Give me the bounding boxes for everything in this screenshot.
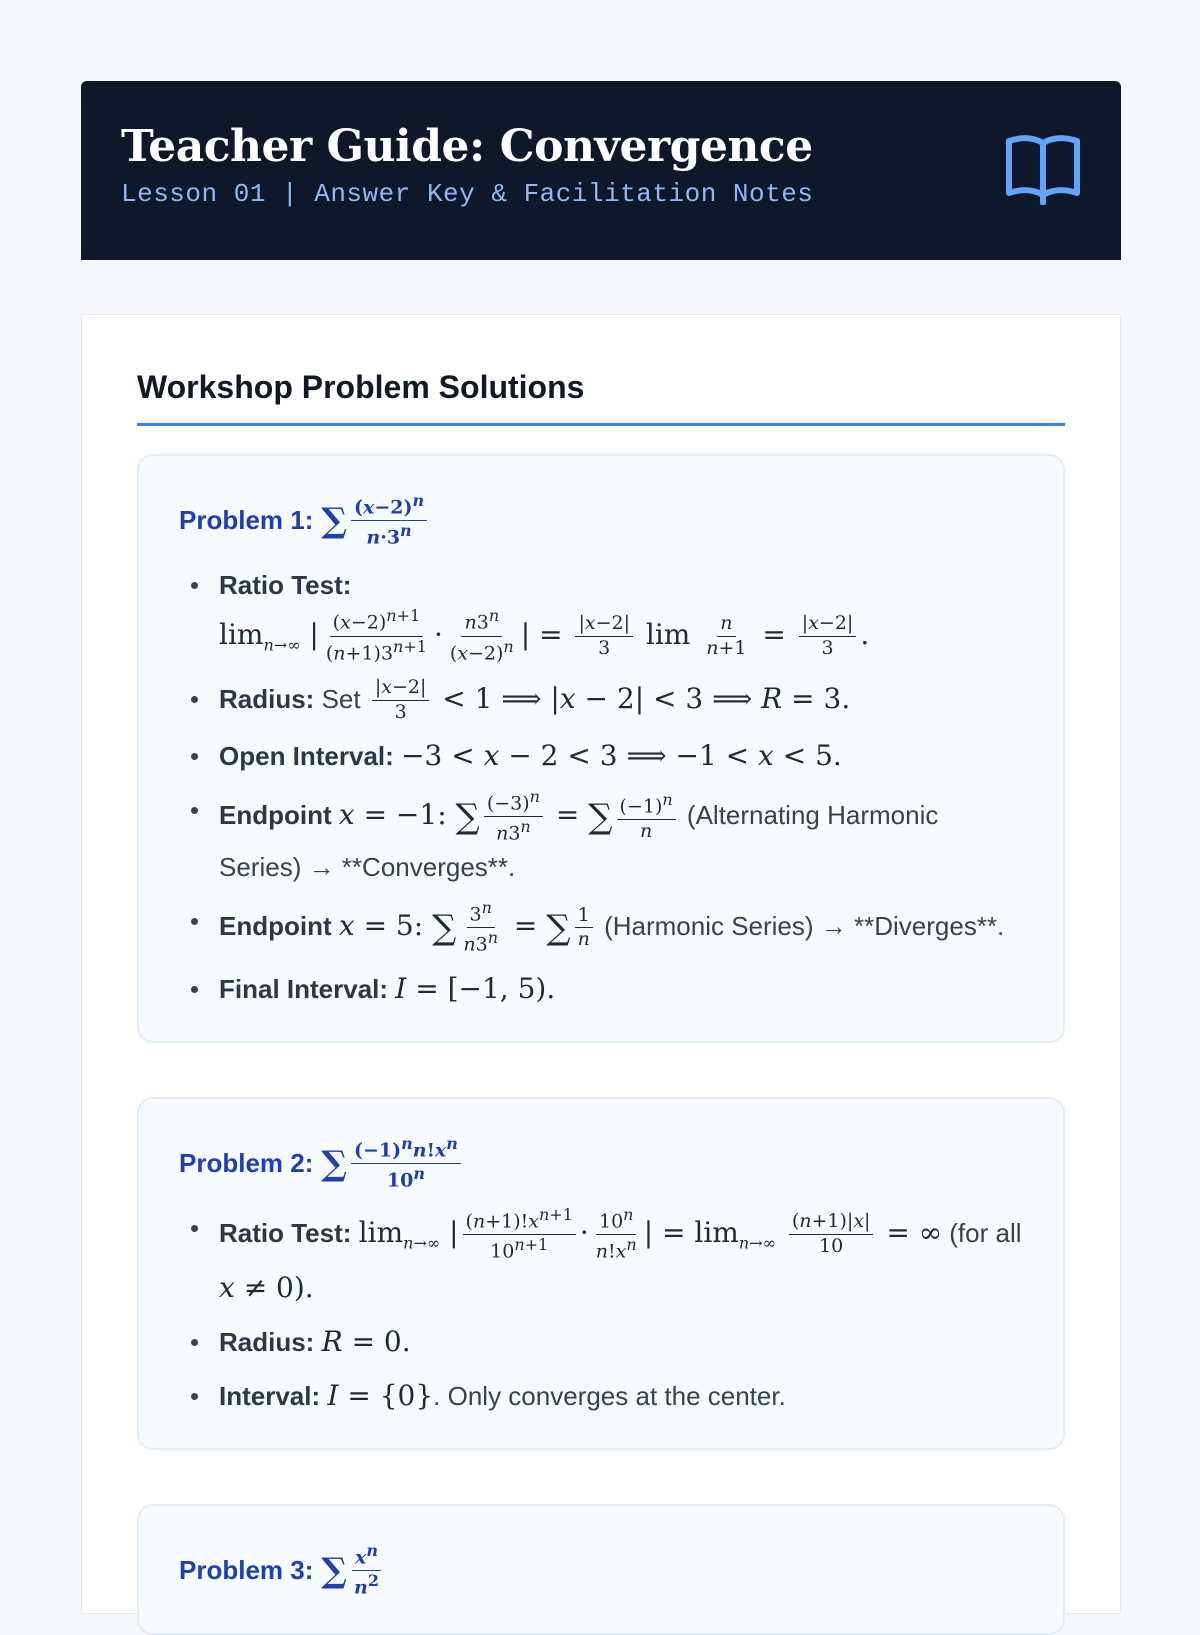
problem-heading <box>179 1542 1023 1599</box>
problem-formula: ∑ $\frac{(x-2)^n}{n\cdot 3^n}$ <box>321 492 431 549</box>
item-label: Interval: <box>219 1380 321 1411</box>
final-interval-formula: I = [−1, 5). <box>395 971 556 1005</box>
radius-formula: $\frac{|x-2|}{3}$ < 1 ⟹ |x − 2| < 3 ⟹ R = 3. <box>368 682 850 715</box>
page-header <box>81 81 1121 260</box>
ratio-test-formula: $\lim_{n\to\infty}$ | $\frac{(x-2)^{n+1}}{(n+1)3^{n+1}}$ · $\frac{n3^n}{(x-2)^n}$ | = $\frac{|x-2|}{3}$ lim $\frac{n}{n+1}$ = $\frac{|x-2|}{3}$ . <box>219 606 870 664</box>
list-item <box>179 788 1023 889</box>
problem-label: Problem 3: <box>179 1554 314 1585</box>
list-item <box>179 1206 1023 1310</box>
page-subtitle: Lesson 01 | Answer Key & Facilitation Notes <box>121 179 814 209</box>
item-label: Radius: <box>219 1326 315 1357</box>
list-item <box>179 899 1023 956</box>
item-label: Radius: <box>219 684 315 715</box>
item-text: (for all <box>949 1218 1022 1249</box>
list-item <box>179 677 1023 724</box>
list-item <box>179 734 1023 778</box>
problem-label: Problem 1: <box>179 505 314 536</box>
item-label: Endpoint <box>219 911 332 942</box>
interval-formula: −3 < x − 2 < 3 ⟹ −1 < x < 5. <box>401 738 842 772</box>
item-label: Final Interval: <box>219 973 389 1004</box>
item-label: Open Interval: <box>219 740 394 771</box>
solutions-card <box>81 314 1121 1614</box>
problem-heading <box>179 1135 1023 1192</box>
item-text: Set <box>321 684 361 715</box>
item-text: (Alternating Harmonic Series) → **Converges**. <box>219 800 939 883</box>
list-item <box>179 1374 1023 1418</box>
problem-formula: ∑ $\frac{(-1)^nn!x^n}{10^n}$ <box>321 1135 465 1192</box>
list-item <box>179 967 1023 1011</box>
list-item <box>179 563 1023 667</box>
item-label: Endpoint <box>219 800 332 831</box>
problem-heading <box>179 492 1023 549</box>
book-icon <box>1005 133 1081 205</box>
condition-formula: x ≠ 0). <box>219 1270 314 1304</box>
item-text: (Harmonic Series) → **Diverges**. <box>604 911 1005 942</box>
endpoint-formula: x = 5: ∑ $\frac{3^n}{n3^n}$ = ∑ $\frac{1}{n}$ <box>339 909 597 942</box>
item-text: . Only converges at the center. <box>433 1380 786 1411</box>
item-label: Ratio Test: <box>219 570 352 601</box>
list-item <box>179 1320 1023 1364</box>
radius-formula: R = 0. <box>321 1324 411 1358</box>
problem-card <box>137 454 1065 1043</box>
problem-card <box>137 1097 1065 1450</box>
item-label: Ratio Test: <box>219 1218 352 1249</box>
problem-formula: ∑ $\frac{x^n}{n^2}$ <box>321 1540 379 1599</box>
interval-formula: I = {0} <box>327 1378 434 1412</box>
problem-label: Problem 2: <box>179 1147 314 1178</box>
section-title: Workshop Problem Solutions <box>137 371 1065 426</box>
page-title: Teacher Guide: Convergence <box>121 121 813 172</box>
endpoint-formula: x = −1: ∑ $\frac{(-3)^n}{n3^n}$ = ∑ $\frac{(-1)^n}{n}$ <box>339 798 680 831</box>
ratio-test-formula: $\lim_{n\to\infty}$ | $\frac{(n+1)!x^{n+1}}{10^{n+1}}$ · $\frac{10^n}{n!x^n}$ | = $\lim_{n\to\infty}$ $\frac{(n+1)|x|}{10}$ = ∞ <box>358 1204 943 1263</box>
problem-card <box>137 1504 1065 1635</box>
